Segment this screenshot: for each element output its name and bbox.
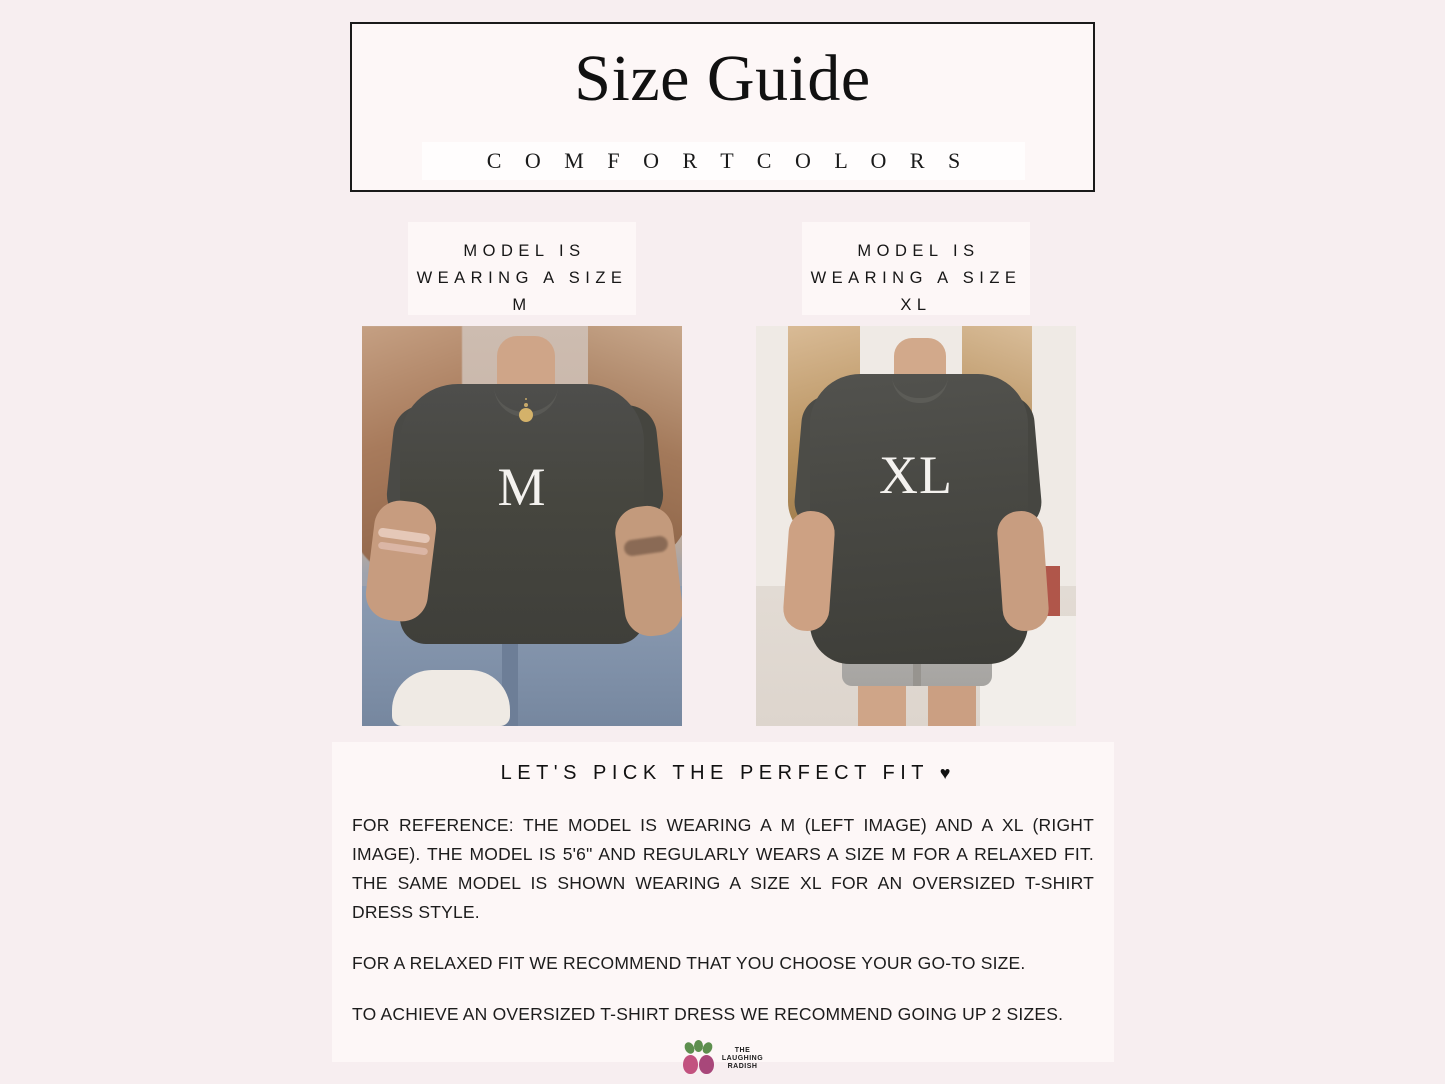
- radish-icon: [682, 1042, 716, 1076]
- shirt-size-letter-xl: XL: [879, 445, 953, 505]
- model-column-xl: [756, 222, 1076, 726]
- brand-line-2: LAUGHING: [721, 1055, 764, 1062]
- radish-bulb-icon: [699, 1055, 714, 1074]
- brand-line-3: RADISH: [727, 1063, 758, 1070]
- fit-paragraph-1: FOR REFERENCE: THE MODEL IS WEARING A M (LEFT IMAGE) AND A XL (RIGHT IMAGE). THE MODEL IS 5'6" AND REGULARLY WEARS A SIZE M FOR A RELAXED FIT. THE SAME MODEL IS SHOWN WEARING A SIZE XL FOR AN OVERSIZED T-SHIRT DRESS STYLE.: [352, 815, 1094, 922]
- page-title: Size Guide: [574, 42, 871, 115]
- model-caption-xl: MODEL IS WEARING A SIZE XL: [802, 222, 1030, 315]
- fit-title: [332, 742, 1114, 785]
- brand-name: [722, 1047, 763, 1071]
- brand-line-1: THE: [734, 1047, 751, 1054]
- tshirt-body: [810, 374, 1028, 664]
- header-box: [350, 22, 1095, 192]
- radish-bulb-icon: [683, 1055, 698, 1074]
- heart-icon: ♥: [939, 763, 951, 783]
- fit-title-text: LET'S PICK THE PERFECT FIT: [500, 762, 929, 784]
- sneaker: [392, 670, 510, 726]
- model-caption-m: MODEL IS WEARING A SIZE M: [408, 222, 636, 315]
- fit-paragraph-3: TO ACHIEVE AN OVERSIZED T-SHIRT DRESS WE RECOMMEND GOING UP 2 SIZES.: [352, 1004, 1064, 1024]
- model-photo-xl: [756, 326, 1076, 726]
- arm-left: [782, 510, 836, 633]
- arm-right: [996, 510, 1050, 633]
- fit-body-copy: [352, 811, 1094, 1029]
- fit-paragraph-2: FOR A RELAXED FIT WE RECOMMEND THAT YOU CHOOSE YOUR GO-TO SIZE.: [352, 953, 1026, 973]
- model-comparison: [0, 222, 1445, 732]
- brand-logo: [0, 1038, 1445, 1080]
- necklace: [519, 408, 533, 422]
- model-photo-m: [362, 326, 682, 726]
- brand-subtitle-band: [422, 142, 1025, 180]
- model-column-m: [362, 222, 682, 726]
- fit-guidance-panel: [332, 742, 1114, 1062]
- shirt-size-letter-m: M: [497, 457, 547, 517]
- brand-subtitle: C O M F O R T C O L O R S: [486, 148, 970, 173]
